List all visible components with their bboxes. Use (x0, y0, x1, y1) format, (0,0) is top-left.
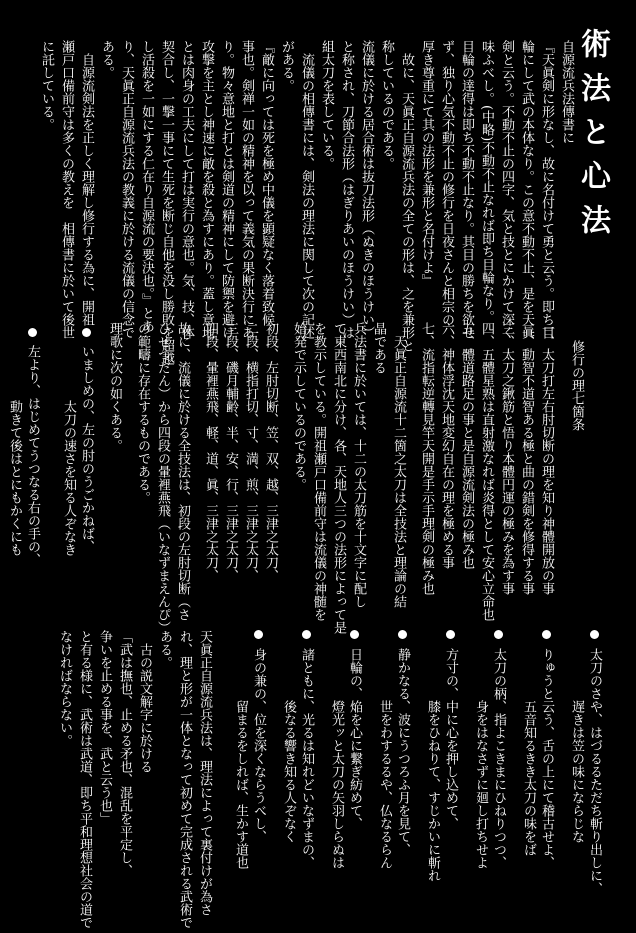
poem-line: 諸ともに、光るは知れどいなずまの、 (299, 648, 314, 869)
poem-line: 膝をひねりて、すじかいに斬れ (425, 700, 440, 882)
bullet-icon (590, 630, 599, 639)
middle-text-line: ひせつだん）から四段の暈裡燕飛（いなずまえんぴ） (155, 322, 170, 634)
bullet-icon (28, 328, 37, 337)
poem-line: 身をはなさずに廻し打ちせよ (473, 700, 488, 869)
middle-text-line: の範疇に存在するものである。 (135, 322, 150, 504)
poem-line: いましめの、左の肘のうごかねば、 (79, 345, 94, 553)
upper-text-line: 自源流剣法を正しく理解し修行する為に、開祖 (79, 40, 94, 326)
upper-text-line: ず、独り心気不動不止の修行を日夜さんと相宗の (439, 40, 454, 326)
poem-line: 身の兼の、位を深くならうべし、 (251, 648, 266, 843)
upper-text-line: ある。 (99, 40, 114, 79)
upper-text-line: 事也。剣禅一如の精神を以って義気の果断決行にあ (239, 40, 254, 339)
upper-text-line: 味ふべし。(中略)不動不止なれば即ち目輪なり。 (479, 40, 494, 324)
middle-text-line: 四、五體星熟は直射激なれば炎得として安心立命也 (479, 322, 494, 621)
poem-line: 方寸の、中に心を押し込めて、 (443, 648, 458, 830)
poem-line: 五音知るきき太刀の味をば (521, 700, 536, 856)
middle-text-line: を教示している。開祖瀬戸口備前守は流儀の神髄を (311, 322, 326, 621)
upper-text-line: 組太刀を表している。 (319, 40, 334, 170)
poem-line: りゅうと云う、舌の上にて稽古せよ、 (539, 648, 554, 869)
upper-text-line: 厚き尊重にて其の法形を兼形と名付けよ』 (419, 40, 434, 287)
poem-line: 遅きは笠の味にならじな (569, 700, 584, 843)
lower-text-line: 「武は撫也、止める矛也、混乱を平定し、 (117, 630, 132, 877)
lower-text-line: 天眞正自源流兵法は、理法によって裏付けが為さ (197, 630, 212, 916)
bullet-icon (82, 328, 91, 337)
poem-line: 静かなる、波にうつろふ月を見て、 (395, 648, 410, 856)
middle-text-line: 天眞正自源流十二箇之太刀は全技法と理論の結 (391, 322, 406, 608)
upper-text-line: 流儀の相傳書には、剣法の理法に関して次の記述 (299, 40, 314, 339)
middle-text-line: 晶である (371, 322, 386, 374)
middle-text-line: 四段、暈裡燕飛、軽、道、眞、三津之太刀、 (203, 322, 218, 582)
middle-text-line: 初段、左肘切断、笠、双、越、三津之太刀、 (263, 322, 278, 582)
lower-text-line: ある。 (157, 630, 172, 669)
middle-text-line: 三、太刀之鍬筋と悟り本體円運の極みを為す事 (499, 322, 514, 595)
upper-text-line: 『敵に向っては死を極め中儀を顕疑なく落着致候 (259, 40, 274, 326)
upper-text-line: 契合し、一撃一事にて生死を断じ自他を没し勝敗を超越 (159, 40, 174, 365)
upper-text-line: 剣と云う。不動不止の四字、気と技とにかけて深く (499, 40, 514, 339)
lower-text-line: れ、理と形が一体となって初めて完成される武術で (177, 630, 192, 929)
middle-text-line: 故に、流儀に於ける全技法は、初段の左肘切断（さ (175, 322, 190, 621)
upper-text-line: し活殺を一如にする仁在り自源流の要決也。』とあ (139, 40, 154, 333)
middle-heading: 修行の理七箇条 (569, 340, 584, 431)
bullet-icon (494, 630, 503, 639)
middle-text-line: 理歌に次の如くある。 (107, 322, 122, 452)
lower-text-line: なければならない。 (57, 630, 72, 747)
bullet-icon (350, 630, 359, 639)
middle-text-line: て東西南北に分け、各、天地人三つの法形によって是 (331, 322, 346, 634)
upper-text-line: と称され、刀節合法形（はぎりあいのほうけい）は (339, 40, 354, 339)
bullet-icon (254, 630, 263, 639)
upper-text-line: 目輪の達得は即ち不動不止なり。其目の勝ちを欲せ (459, 40, 474, 339)
middle-text-line: 二段、横指打切、寸、満、煎、三津之太刀、 (243, 322, 258, 582)
bullet-icon (446, 630, 455, 639)
poem-line: 太刀の速さを知る人ぞなき (61, 400, 76, 556)
bullet-icon (398, 630, 407, 639)
middle-text-line: 三段、磯月輔齢、半、安、行、三津之太刀、 (223, 322, 238, 582)
upper-text-line: 自源流兵法傳書に (559, 40, 574, 144)
poem-line: 留まるをしれば、生かす道也 (233, 700, 248, 869)
upper-text-line: 流儀に於ける居合術は抜刀法形（ぬきのほうけい） (359, 40, 374, 339)
lower-text-line: 争いを止める事を、武と云う也」 (97, 630, 112, 825)
poem-line: 太刀のさや、はづるるただち斬り出しに、 (587, 648, 602, 895)
upper-text-line: り。物々意地と打とは剣道の精神にして防禦を避け (219, 40, 234, 339)
upper-text-line: 称しているのである。 (379, 40, 394, 170)
lower-text-line: 古の説文解字に於ける (137, 630, 152, 773)
poem-line: 燈光ッと太刀の矢羽しらぬは (329, 700, 344, 869)
lower-text-line: と有る様に、武術は武道、即ち平和理想社会の道で (77, 630, 92, 929)
upper-text-line: 瀬戸口備前守は多くの教えを 相傳書に於いて後世 (59, 40, 74, 339)
bullet-icon (542, 630, 551, 639)
middle-text-line: 兵法書に於いては、十二の太刀筋を十文字に配し (351, 322, 366, 608)
upper-text-line: とは肉身の工夫にして打は実行の意也。気、技、体 (179, 40, 194, 339)
upper-text-line: に託している。 (39, 40, 54, 131)
poem-line: 左より、はじめてうつなる右の手の、 (25, 345, 40, 566)
upper-text-line: 輪にして武の本体なり。この意不動不止、是を天眞 (519, 40, 534, 339)
poem-line: 太刀の柄、指よこきまにひねりつつ、 (491, 648, 506, 869)
middle-text-line: 七、流指転逆轉見竿天開是手示手理剣の極み也 (419, 322, 434, 595)
upper-text-line: がある。 (279, 40, 294, 92)
upper-text-line: 『天眞剣に形なし、故に名付けて勇と云う。即ち目 (539, 40, 554, 339)
upper-text-line: り、天眞正自源流兵法の教義に於ける流儀の信念で (119, 40, 134, 339)
upper-text-line: 故に、天眞正自源流兵法の全ての形は、之を兼形と (399, 40, 414, 352)
page-title: 術法と心法 (575, 28, 610, 248)
bullet-icon (302, 630, 311, 639)
poem-line: 動きて後はとにもかくにも (7, 400, 22, 556)
upper-text-line: 攻撃を主とし神速に敵を殺と為すにあり。蓋し意地 (199, 40, 214, 339)
middle-text-line: 一、太刀打左右肘切断の理を知り神體開放の事 (539, 322, 554, 595)
middle-text-line: 六、神体浮沈天地変幻自在の理を極める事 (439, 322, 454, 569)
middle-text-line: 五、體道路足の事と是自源流剣法の極み也 (459, 322, 474, 569)
middle-text-line: 始発で示しているのである。 (291, 322, 306, 491)
poem-line: 日輪の、焔を心に繋ぎ紡めて、 (347, 648, 362, 830)
middle-text-line: 二、動智不道智ある極と曲の錯剣を修得する事 (519, 322, 534, 595)
poem-line: 世をわするるや、仏なるらん (377, 700, 392, 869)
poem-line: 後なる響き知る人ぞなく (281, 700, 296, 843)
